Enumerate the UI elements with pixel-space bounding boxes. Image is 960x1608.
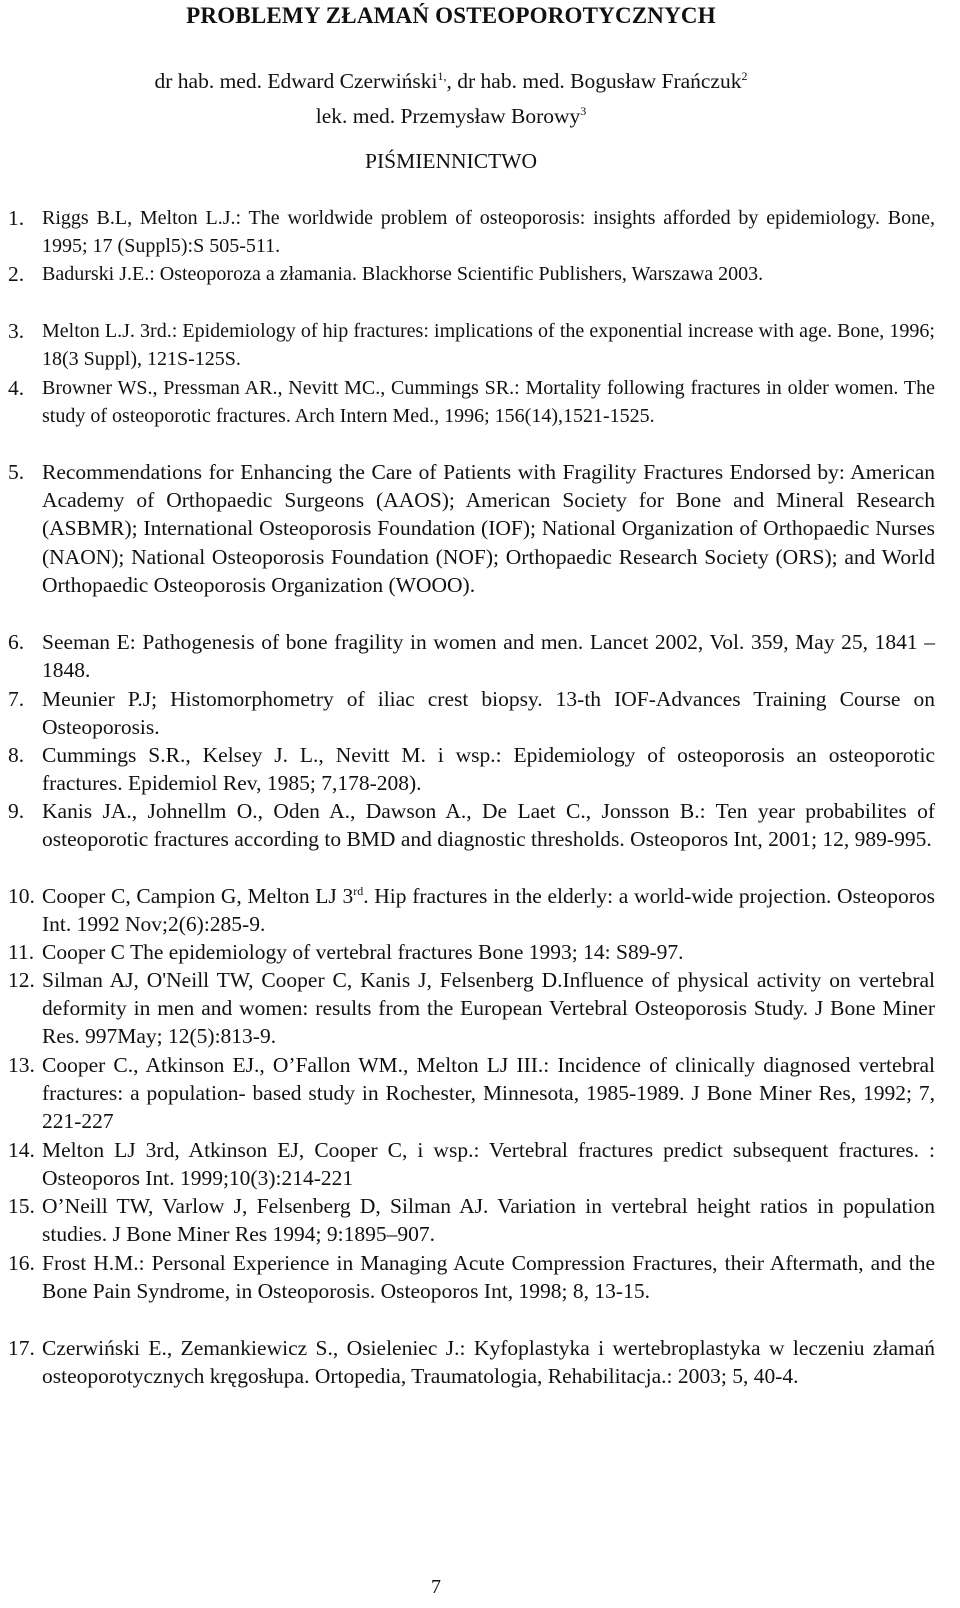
document-title: PROBLEMY ZŁAMAŃ OSTEOPOROTYCZNYCH (186, 3, 716, 28)
author-3-affiliation: 3 (580, 104, 587, 119)
reference-text-part: . Hip fractures in the elderly: a world-wide projection. Osteoporos Int. 1992 Nov;2(6):285-9. (42, 884, 935, 937)
author-1-affiliation: 1, (437, 69, 447, 83)
reference-text-part: Cooper C, Campion G, Melton LJ 3 (42, 884, 354, 908)
author-1: dr hab. med. Edward Czerwiński (154, 69, 438, 94)
author-3: lek. med. Przemysław Borowy (315, 104, 581, 129)
reference-text: Melton L.J. 3rd.: Epidemiology of hip fractures: implications of the exponential increase with age. Bone, 1996; 18(3 Suppl), 121S-125S. (42, 320, 935, 371)
reference-text: Browner WS., Pressman AR., Nevitt MC., Cummings SR.: Mortality following fractures in older women. The study of osteoporotic fractures. Arch Intern Med., 1996; 156(14),1521-1525. (42, 377, 935, 428)
reference-number: 10. (8, 884, 35, 908)
reference-number: 9. (8, 799, 25, 823)
reference-number: 11. (8, 940, 35, 964)
reference-number: 13. (8, 1053, 35, 1077)
reference-number: 7. (8, 687, 25, 711)
reference-number: 17. (8, 1336, 35, 1360)
reference-text: Meunier P.J; Histomorphometry of iliac crest biopsy. 13-th IOF-Advances Training Course on Osteoporosis. (42, 687, 935, 740)
reference-number: 12. (8, 968, 35, 992)
authors-block (0, 61, 902, 131)
reference-text: Kanis JA., Johnellm O., Oden A., Dawson A., De Laet C., Jonsson B.: Ten year probabilites of osteoporotic fractures according to BMD and diagnostic thresholds. Osteoporos Int, 2001; 12, 989-995. (42, 799, 935, 852)
authors-line-1 (0, 61, 902, 96)
reference-text: Seeman E: Pathogenesis of bone fragility in women and men. Lancet 2002, Vol. 359, May 25, 1841 – 1848. (42, 630, 935, 683)
reference-text: Frost H.M.: Personal Experience in Managing Acute Compression Fractures, their Aftermath, and the Bone Pain Syndrome, in Osteoporosis. Osteoporos Int, 1998; 8, 13-15. (42, 1251, 935, 1304)
reference-text: O’Neill TW, Varlow J, Felsenberg D, Silman AJ. Variation in vertebral height ratios in population studies. J Bone Miner Res 1994; 9:1895–907. (42, 1194, 935, 1247)
reference-text: Czerwiński E., Zemankiewicz S., Osieleniec J.: Kyfoplastyka i wertebroplastyka w leczeniu złamań osteoporotycznych kręgosłupa. Ortopedia, Traumatologia, Rehabilitacja.: 2003; 5, 40-4. (42, 1336, 935, 1389)
reference-text: Cooper C., Atkinson EJ., O’Fallon WM., Melton LJ III.: Incidence of clinically diagnosed vertebral fractures: a population- based study in Rochester, Minnesota, 1985-1989. J Bone Miner Res, 1992; 7, 221-227 (42, 1053, 935, 1134)
reference-number: 14. (8, 1138, 35, 1162)
reference-text-superscript: rd (353, 883, 364, 898)
authors-line-2 (0, 96, 902, 131)
reference-number: 16. (8, 1251, 35, 1275)
reference-text: Silman AJ, O'Neill TW, Cooper C, Kanis J, Felsenberg D.Influence of physical activity on vertebral deformity in men and women: results from the European Vertebral Osteoporosis Study. J Bone Miner Res. 997May; 12(5):813-9. (42, 968, 935, 1049)
reference-text: Recommendations for Enhancing the Care of Patients with Fragility Fractures Endorsed by: American Academy of Orthopaedic Surgeons (AAOS); American Society for Bone and Mineral Research (ASBMR); International Osteoporosis Foundation (IOF); National Organization of Orthopaedic Nurses (NAON); National Osteoporosis Foundation (NOF); Orthopaedic Research Society (ORS); and World Orthopaedic Osteoporosis Organization (WOOO). (42, 460, 935, 597)
reference-text: Riggs B.L, Melton L.J.: The worldwide problem of osteoporosis: insights afforded by epidemiology. Bone, 1995; 17 (Suppl5):S 505-511. (42, 207, 935, 258)
reference-number: 1. (8, 206, 25, 230)
page-number: 7 (431, 1576, 441, 1598)
reference-number: 6. (8, 630, 25, 654)
reference-number: 15. (8, 1194, 35, 1218)
reference-text: Melton LJ 3rd, Atkinson EJ, Cooper C, i wsp.: Vertebral fractures predict subsequent fractures. : Osteoporos Int. 1999;10(3):214-221 (42, 1138, 935, 1191)
reference-number: 8. (8, 743, 25, 767)
reference-text: Cummings S.R., Kelsey J. L., Nevitt M. i wsp.: Epidemiology of osteoporosis an osteoporotic fractures. Epidemiol Rev, 1985; 7,178-208). (42, 743, 935, 796)
reference-number: 3. (8, 319, 25, 343)
author-2-affiliation: 2 (741, 69, 748, 83)
reference-text: Cooper C The epidemiology of vertebral fractures Bone 1993; 14: S89-97. (42, 940, 684, 964)
reference-number: 5. (8, 460, 25, 484)
reference-text: Badurski J.E.: Osteoporoza a złamania. Blackhorse Scientific Publishers, Warszawa 2003. (42, 263, 764, 285)
author-2: , dr hab. med. Bogusław Frańczuk (446, 69, 742, 94)
reference-number: 2. (8, 262, 25, 286)
reference-text (42, 882, 935, 938)
section-heading: PIŚMIENNICTWO (365, 149, 537, 173)
reference-number: 4. (8, 376, 25, 400)
